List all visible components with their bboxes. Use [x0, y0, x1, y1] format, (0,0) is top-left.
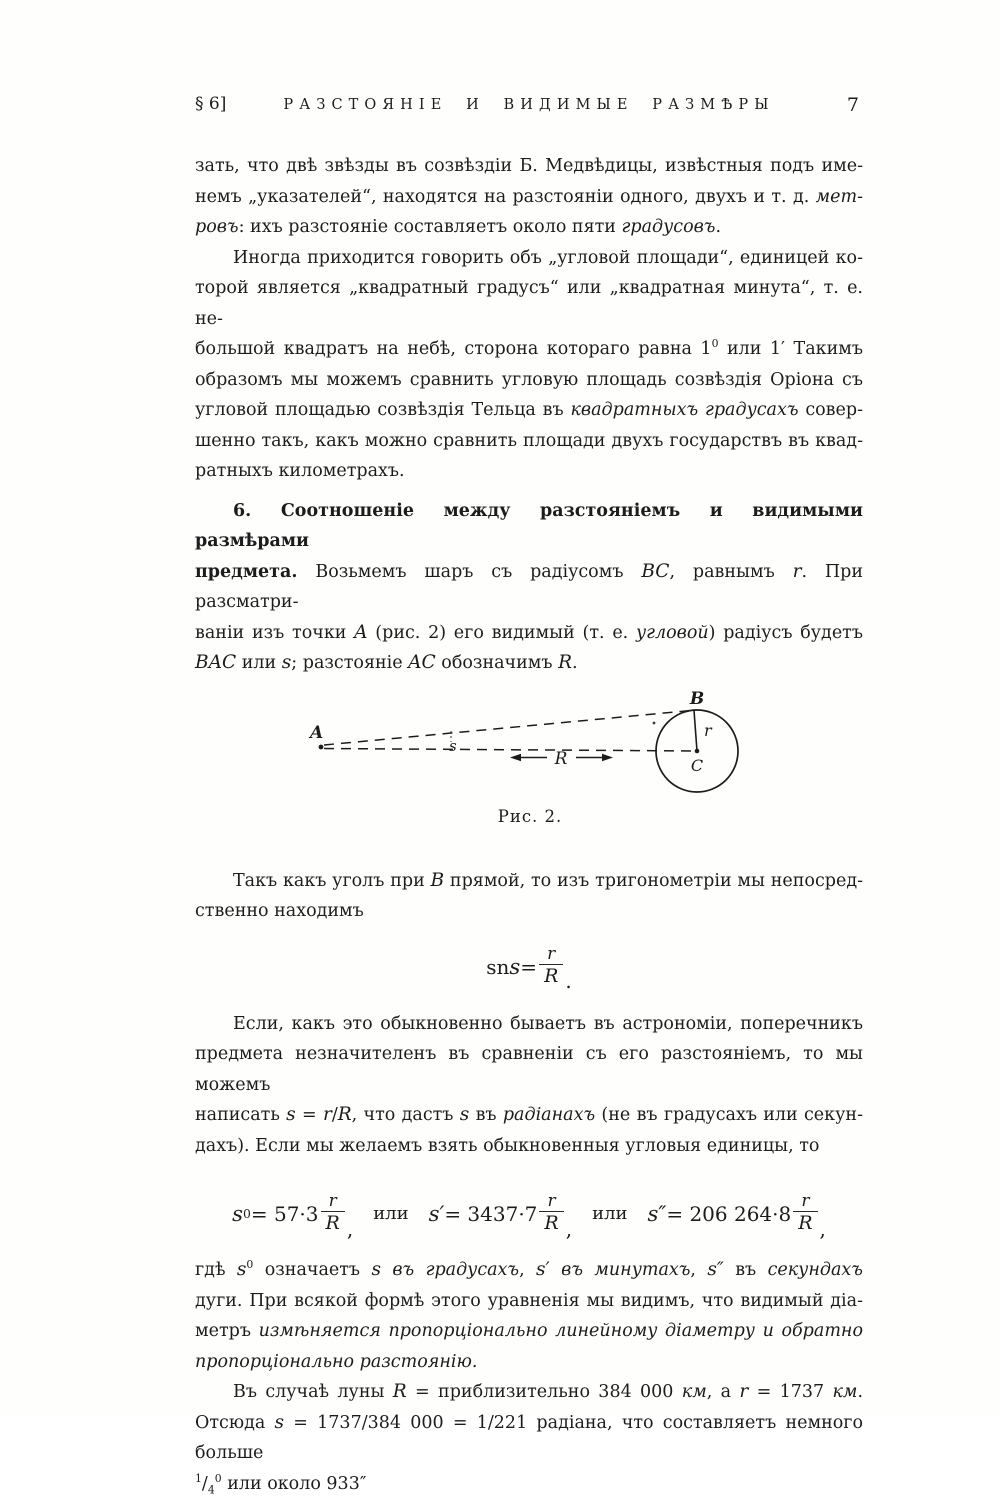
text-line: большой квадратъ на небѣ, сторона котораго равна $1^0$ или 1′ Такимъ — [195, 334, 863, 365]
text-line: образомъ мы можемъ сравнить угловую площадь созвѣздія Оріона съ — [195, 365, 863, 396]
ink-speck — [653, 721, 656, 724]
text-line: предмета незначителенъ въ сравненіи съ его разстояніемъ, то мы можемъ — [195, 1039, 863, 1100]
label-point-a: A — [308, 723, 323, 743]
paragraph-radians — [195, 1009, 863, 1162]
formula-separator: или — [592, 1205, 627, 1223]
text-line: Въ случаѣ луны R = приблизительно 384 000 км, а r = 1737 км. — [195, 1377, 863, 1408]
text-line: $^1/_4^0$ или около 933″ — [195, 1469, 863, 1499]
ray-a-to-b — [324, 710, 691, 745]
text-block — [195, 0, 863, 1499]
text-line: 6. Соотношеніе между разстояніемъ и видимыми размѣрами — [195, 496, 863, 557]
ray-a-to-c — [324, 748, 697, 751]
figure-caption: Рис. 2. — [300, 807, 760, 826]
text-line: метръ измѣняется пропорціонально линейному діаметру и обратно — [195, 1316, 863, 1347]
r-arrow-right-head — [602, 753, 613, 760]
fraction: $\frac{r}{R}$ — [539, 1193, 563, 1235]
text-line: BAC или s; разстояніе AC обозначимъ R. — [195, 648, 863, 679]
text-line: немъ „указателей“, находятся на разстояніи одного, двухъ и т. д. мет- — [195, 182, 863, 213]
label-distance-r: R — [554, 749, 568, 769]
radius-line — [694, 710, 697, 751]
text-line: Иногда приходится говорить объ „угловой площади“, единицей ко- — [195, 243, 863, 274]
r-arrow-left-head — [510, 753, 521, 760]
point-a-dot — [319, 744, 324, 749]
text-line: Такъ какъ уголъ при B прямой, то изъ тригонометріи мы непосред- — [195, 866, 863, 897]
text-line: пропорціонально разстоянію. — [195, 1347, 863, 1378]
geometry-figure — [300, 691, 760, 803]
figure-diagram — [300, 691, 760, 803]
section-6-paragraph — [195, 496, 863, 679]
text-line: шенно такъ, какъ можно сравнить площади двухъ государствъ въ квад- — [195, 426, 863, 457]
text-line: угловой площадью созвѣздія Тельца въ квадратныхъ градусахъ совер- — [195, 395, 863, 426]
page-number: 7 — [847, 94, 859, 116]
formula-sine: sn s = $\frac{r}{R}$ . — [195, 939, 863, 995]
paragraph-moon-example — [195, 1377, 863, 1499]
paragraph-right-angle — [195, 866, 863, 927]
fraction: $\frac{r}{R}$ — [793, 1193, 817, 1235]
paragraph-units-meaning — [195, 1255, 863, 1377]
label-point-b: B — [689, 691, 704, 709]
paragraph-continuation — [195, 151, 863, 243]
text-line: Если, какъ это обыкновенно бываетъ въ астрономіи, поперечникъ — [195, 1009, 863, 1040]
text-line: ровъ: ихъ разстояніе составляетъ около пяти градусовъ. — [195, 212, 863, 243]
paragraph-angular-area — [195, 243, 863, 487]
text-line: зать, что двѣ звѣзды въ созвѣздіи Б. Медвѣдицы, извѣстныя подъ име- — [195, 151, 863, 182]
section-number: § 6] — [195, 94, 226, 114]
text-line: дахъ). Если мы желаемъ взять обыкновенныя угловыя единицы, то — [195, 1131, 863, 1162]
fraction: $\frac{r}{R}$ — [539, 946, 563, 988]
text-line: гдѣ $s^0$ означаетъ s въ градусахъ, s′ въ минутахъ, s″ въ секундахъ — [195, 1255, 863, 1286]
fraction: $\frac{r}{R}$ — [321, 1193, 345, 1235]
text-line: торой является „квадратный градусъ“ или „квадратная минута“, т. е. не- — [195, 273, 863, 334]
text-line: ратныхъ километрахъ. — [195, 456, 863, 487]
text-line: ственно находимъ — [195, 896, 863, 927]
point-c-dot — [695, 748, 700, 753]
text-line: дуги. При всякой формѣ этого уравненія мы видимъ, что видимый діа- — [195, 1286, 863, 1317]
label-point-c: C — [691, 756, 703, 775]
formula-angular-units: s 0 = 57·3 $\frac{r}{R}$ , или s′ = 3437·7 $\frac{r}{R}$ , или s″ = 206 264·8 $\frac{r}{R}$ , — [195, 1185, 863, 1243]
text-line: предмета. Возьмемъ шаръ съ радіусомъ BC, равнымъ r. При разсматри- — [195, 557, 863, 618]
text-line: ваніи изъ точки A (рис. 2) его видимый (т. е. угловой) радіусъ будетъ — [195, 618, 863, 649]
running-title: РАЗСТОЯНІЕ И ВИДИМЫЕ РАЗМѢРЫ — [195, 97, 863, 113]
label-radius-r: r — [704, 721, 713, 740]
text-line: написать s = r/R, что дастъ s въ радіанахъ (не въ градусахъ или секун- — [195, 1100, 863, 1131]
formula-separator: или — [373, 1205, 408, 1223]
text-line: Отсюда s = 1737/384 000 = 1/221 радіана, что составляетъ немного больше — [195, 1408, 863, 1469]
page-header — [195, 94, 863, 120]
label-angle-s: s — [449, 737, 457, 755]
